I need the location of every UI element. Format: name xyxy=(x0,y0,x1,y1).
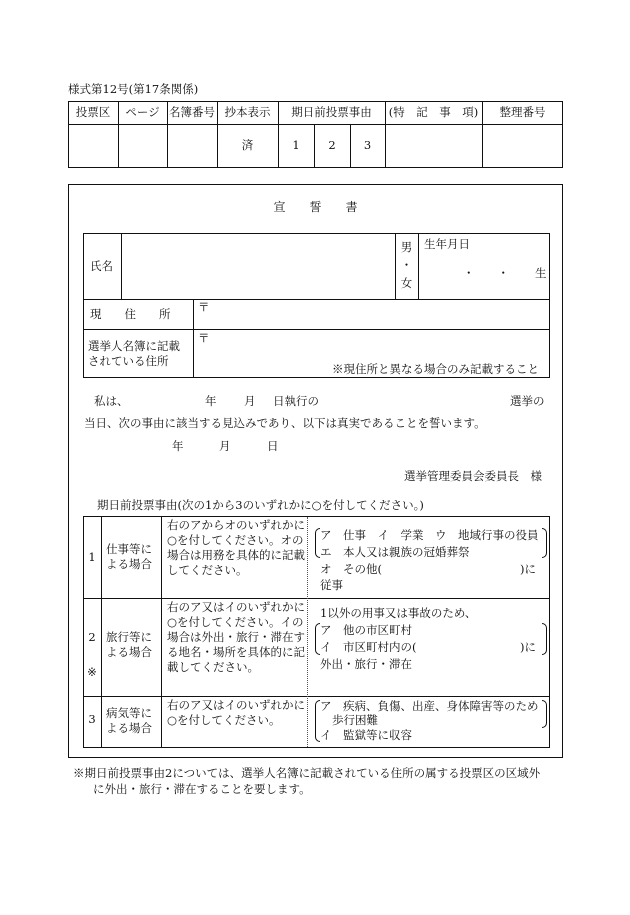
reason-option-1-2[interactable]: エ 本人又は親族の冠婚葬祭 xyxy=(320,545,470,559)
postal-mark-registry: 〒 xyxy=(198,331,210,345)
reason-option-3-1-tail: 歩行困難 xyxy=(332,713,378,727)
reason-option-2-tail: 外出・旅行・滞在 xyxy=(320,657,412,671)
reason-title-1a: 仕事等に xyxy=(106,542,152,556)
reason-cell-2: 2 xyxy=(328,138,336,152)
reason-cell-3: 3 xyxy=(363,138,372,152)
registry-address-note: ※現住所と異なる場合のみ記載すること xyxy=(332,362,539,376)
bracket-right xyxy=(542,700,547,728)
bracket-right xyxy=(542,623,547,655)
oath-day-executed: 日執行の xyxy=(273,394,319,408)
header-shohon: 抄本表示 xyxy=(224,105,271,119)
postal-mark-current: 〒 xyxy=(198,300,210,314)
registry-address-label-1: 選挙人名簿に記載 xyxy=(88,339,180,353)
shohon-value: 済 xyxy=(241,138,254,152)
reason-option-1-3[interactable]: オ その他( xyxy=(320,562,382,576)
name-field[interactable] xyxy=(122,234,394,298)
birthdate-label: 生年月日 xyxy=(424,237,470,251)
reason-cell-1: 1 xyxy=(292,138,300,152)
reason-option-2-2[interactable]: イ 市区町村内の( xyxy=(320,640,417,654)
reason-title-3b: よる場合 xyxy=(106,721,152,735)
sex-separator: ・ xyxy=(400,258,413,272)
header-special-notes: (特 記 事 項) xyxy=(388,105,479,119)
reason-number-1[interactable]: 1 xyxy=(88,550,96,564)
reason-instruction-1: 右のアからオのいずれかに○を付してください。オの場合は用務を具体的に記載してください。 xyxy=(167,518,305,577)
reason-title-3a: 病気等に xyxy=(106,706,152,720)
oath-year: 年 xyxy=(205,394,217,408)
header-seiri-number: 整理番号 xyxy=(499,105,546,119)
registry-address-field[interactable] xyxy=(194,330,549,360)
reason-title-2a: 旅行等に xyxy=(106,630,152,644)
oath-month: 月 xyxy=(244,394,256,408)
current-address-field[interactable] xyxy=(194,300,549,328)
reason-option-2-1[interactable]: ア 他の市区町村 xyxy=(320,623,412,637)
reason-instruction-3: 右のア又はイのいずれかに○を付してください。 xyxy=(167,698,305,727)
reason-option-2-intro: 1以外の用事又は事故のため、 xyxy=(320,606,477,620)
reason-option-3-2[interactable]: イ 監獄等に収容 xyxy=(320,728,412,742)
current-address-label: 現 住 所 xyxy=(90,307,171,321)
header-page: ページ xyxy=(125,105,160,119)
addressee: 選挙管理委員会委員長 様 xyxy=(404,469,542,483)
reason-title-2b: よる場合 xyxy=(106,645,152,659)
header-tohyoku: 投票区 xyxy=(75,105,111,119)
birthdate-separators: ・ ・ xyxy=(463,266,509,280)
oath-body: 当日、次の事由に該当する見込みであり、以下は真実であることを誓います。 xyxy=(84,416,486,430)
footnote-line-1: ※期日前投票事由2については、選挙人名簿に記載されている住所の属する投票区の区域外 xyxy=(73,766,541,780)
reason-instruction-2: 右のア又はイのいずれかに○を付してください。イの場合は外出・旅行・滞在する地名・場所を具体的に記載してください。 xyxy=(167,600,305,674)
declaration-title: 宣 誓 書 xyxy=(273,200,358,214)
sex-male[interactable]: 男 xyxy=(400,240,413,254)
date-day: 日 xyxy=(267,439,279,453)
name-label: 氏名 xyxy=(90,259,113,273)
reason-option-3-1[interactable]: ア 疾病、負傷、出産、身体障害等のため xyxy=(320,699,539,713)
oath-intro: 私は、 xyxy=(94,394,129,408)
reason-number-3[interactable]: 3 xyxy=(88,712,96,726)
reasons-heading: 期日前投票事由(次の1から3のいずれかに○を付してください。) xyxy=(97,498,424,512)
registry-address-label-2: されている住所 xyxy=(88,354,169,368)
oath-election: 選挙の xyxy=(510,394,545,408)
reason-title-1b: よる場合 xyxy=(106,557,152,571)
reason-option-1-3-close: )に xyxy=(520,562,536,576)
bracket-right xyxy=(542,528,547,558)
header-early-vote-reason: 期日前投票事由 xyxy=(291,105,372,119)
reason-option-1-1[interactable]: ア 仕事 イ 学業 ウ 地域行事の役員 xyxy=(320,528,539,542)
header-meibo-number: 名簿番号 xyxy=(169,105,215,119)
reason-option-2-2-close: )に xyxy=(520,640,536,654)
reason-note-mark-2: ※ xyxy=(87,665,97,679)
birthdate-suffix: 生 xyxy=(535,266,547,280)
form-number: 様式第12号(第17条関係) xyxy=(68,82,199,96)
reason-option-1-3-tail: 従事 xyxy=(320,578,343,592)
reason-number-2[interactable]: 2 xyxy=(88,630,96,644)
footnote-line-2: に外出・旅行・滞在することを要します。 xyxy=(93,782,311,796)
date-year: 年 xyxy=(172,439,184,453)
sex-female[interactable]: 女 xyxy=(400,276,413,290)
date-month: 月 xyxy=(219,439,231,453)
